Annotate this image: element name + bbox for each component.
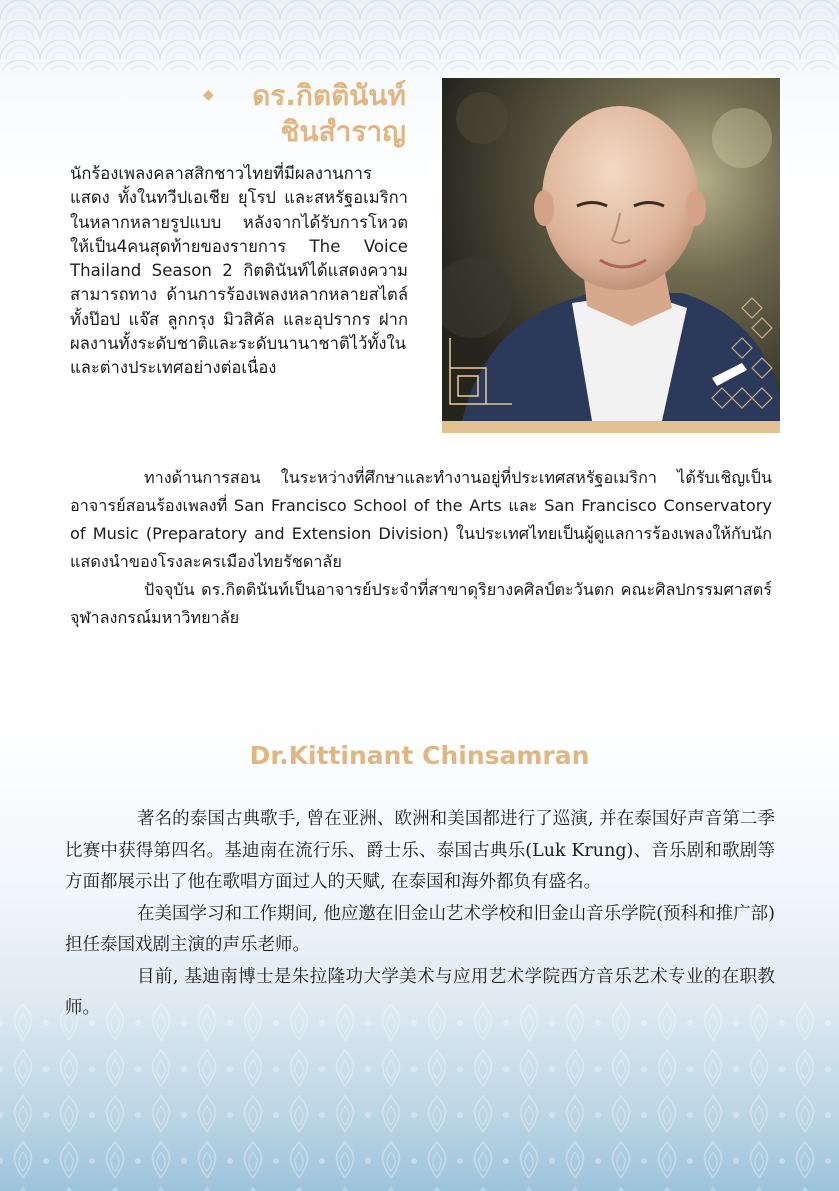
name-line-2: ชินสำราญ (280, 115, 406, 148)
portrait-frame (442, 78, 780, 433)
bio-paragraph-thai: นักร้องเพลงคลาสสิกชาวไทยที่มีผลงานการแสดง ทั้งในทวีปเอเชีย ยุโรป และสหรัฐอเมริกาในหลากหลายรูปแบบ หลังจากได้รับการโหวตให้เป็น4คนสุดท้ายของรายการ The Voice Thailand Season 2 กิตตินันท์ได้แสดงความสามารถทาง ด้านการร้องเพลงหลากหลายสไตล์ทั้งป๊อป แจ๊ส ลูกกรุง มิวสิคัล และอุปรากร ฝากผลงานทั้งระดับชาติและระดับนานาชาติไว้ทั้งในและต่างประเทศอย่างต่อเนื่อง (70, 164, 408, 378)
bio-paragraph-chinese-2: 在美国学习和工作期间, 他应邀在旧金山艺术学校和旧金山音乐学院(预科和推广部) 担任泰国戏剧主演的声乐老师。 (65, 903, 775, 955)
teaching-paragraph-thai: ทางด้านการสอน ในระหว่างที่ศึกษาและทำงานอยู่ที่ประเทศสหรัฐอเมริกา ได้รับเชิญเป็นอาจารย์สอนร้องเพลงที่ San Francisco School of the Arts และ San Francisco Conservatory of Music (Preparatory and Extension Division) ในประเทศไทยเป็นผู้ดูแลการร้องเพลงให้กับนักแสดงนำของโรงละครเมืองไทยรัชดาลัย (70, 468, 772, 571)
bio-paragraph-chinese-1: 著名的泰国古典歌手, 曾在亚洲、欧洲和美国都进行了巡演, 并在泰国好声音第二季比赛中获得第四名。基迪南在流行乐、爵士乐、泰国古典乐(Luk Krung)、音乐剧和歌剧等方面都展示出了他在歌唱方面过人的天赋, 在泰国和海外都负有盛名。 (65, 809, 775, 892)
bio-paragraph-chinese-3: 目前, 基迪南博士是朱拉隆功大学美术与应用艺术学院西方音乐艺术专业的在职教师。 (65, 966, 775, 1018)
portrait-illustration (442, 78, 780, 421)
thai-pattern-bottom (0, 1000, 839, 1191)
current-position-paragraph-thai: ปัจจุบัน ดร.กิตตินันท์เป็นอาจารย์ประจำที่สาขาดุริยางคศิลป์ตะวันตก คณะศิลปกรรมศาสตร์ จุฬาลงกรณ์มหาวิทยาลัย (70, 580, 772, 627)
bio-section-chinese (65, 804, 775, 1025)
name-heading-english: Dr.Kittinant Chinsamran (249, 741, 590, 770)
name-heading-thai (200, 78, 406, 150)
portrait-photo (442, 78, 780, 421)
wave-pattern-top (0, 0, 839, 70)
diamond-bullet-icon: ◆ (203, 87, 214, 103)
teaching-section-thai (70, 464, 772, 632)
name-line-1: ดร.กิตตินันท์ (252, 79, 406, 112)
